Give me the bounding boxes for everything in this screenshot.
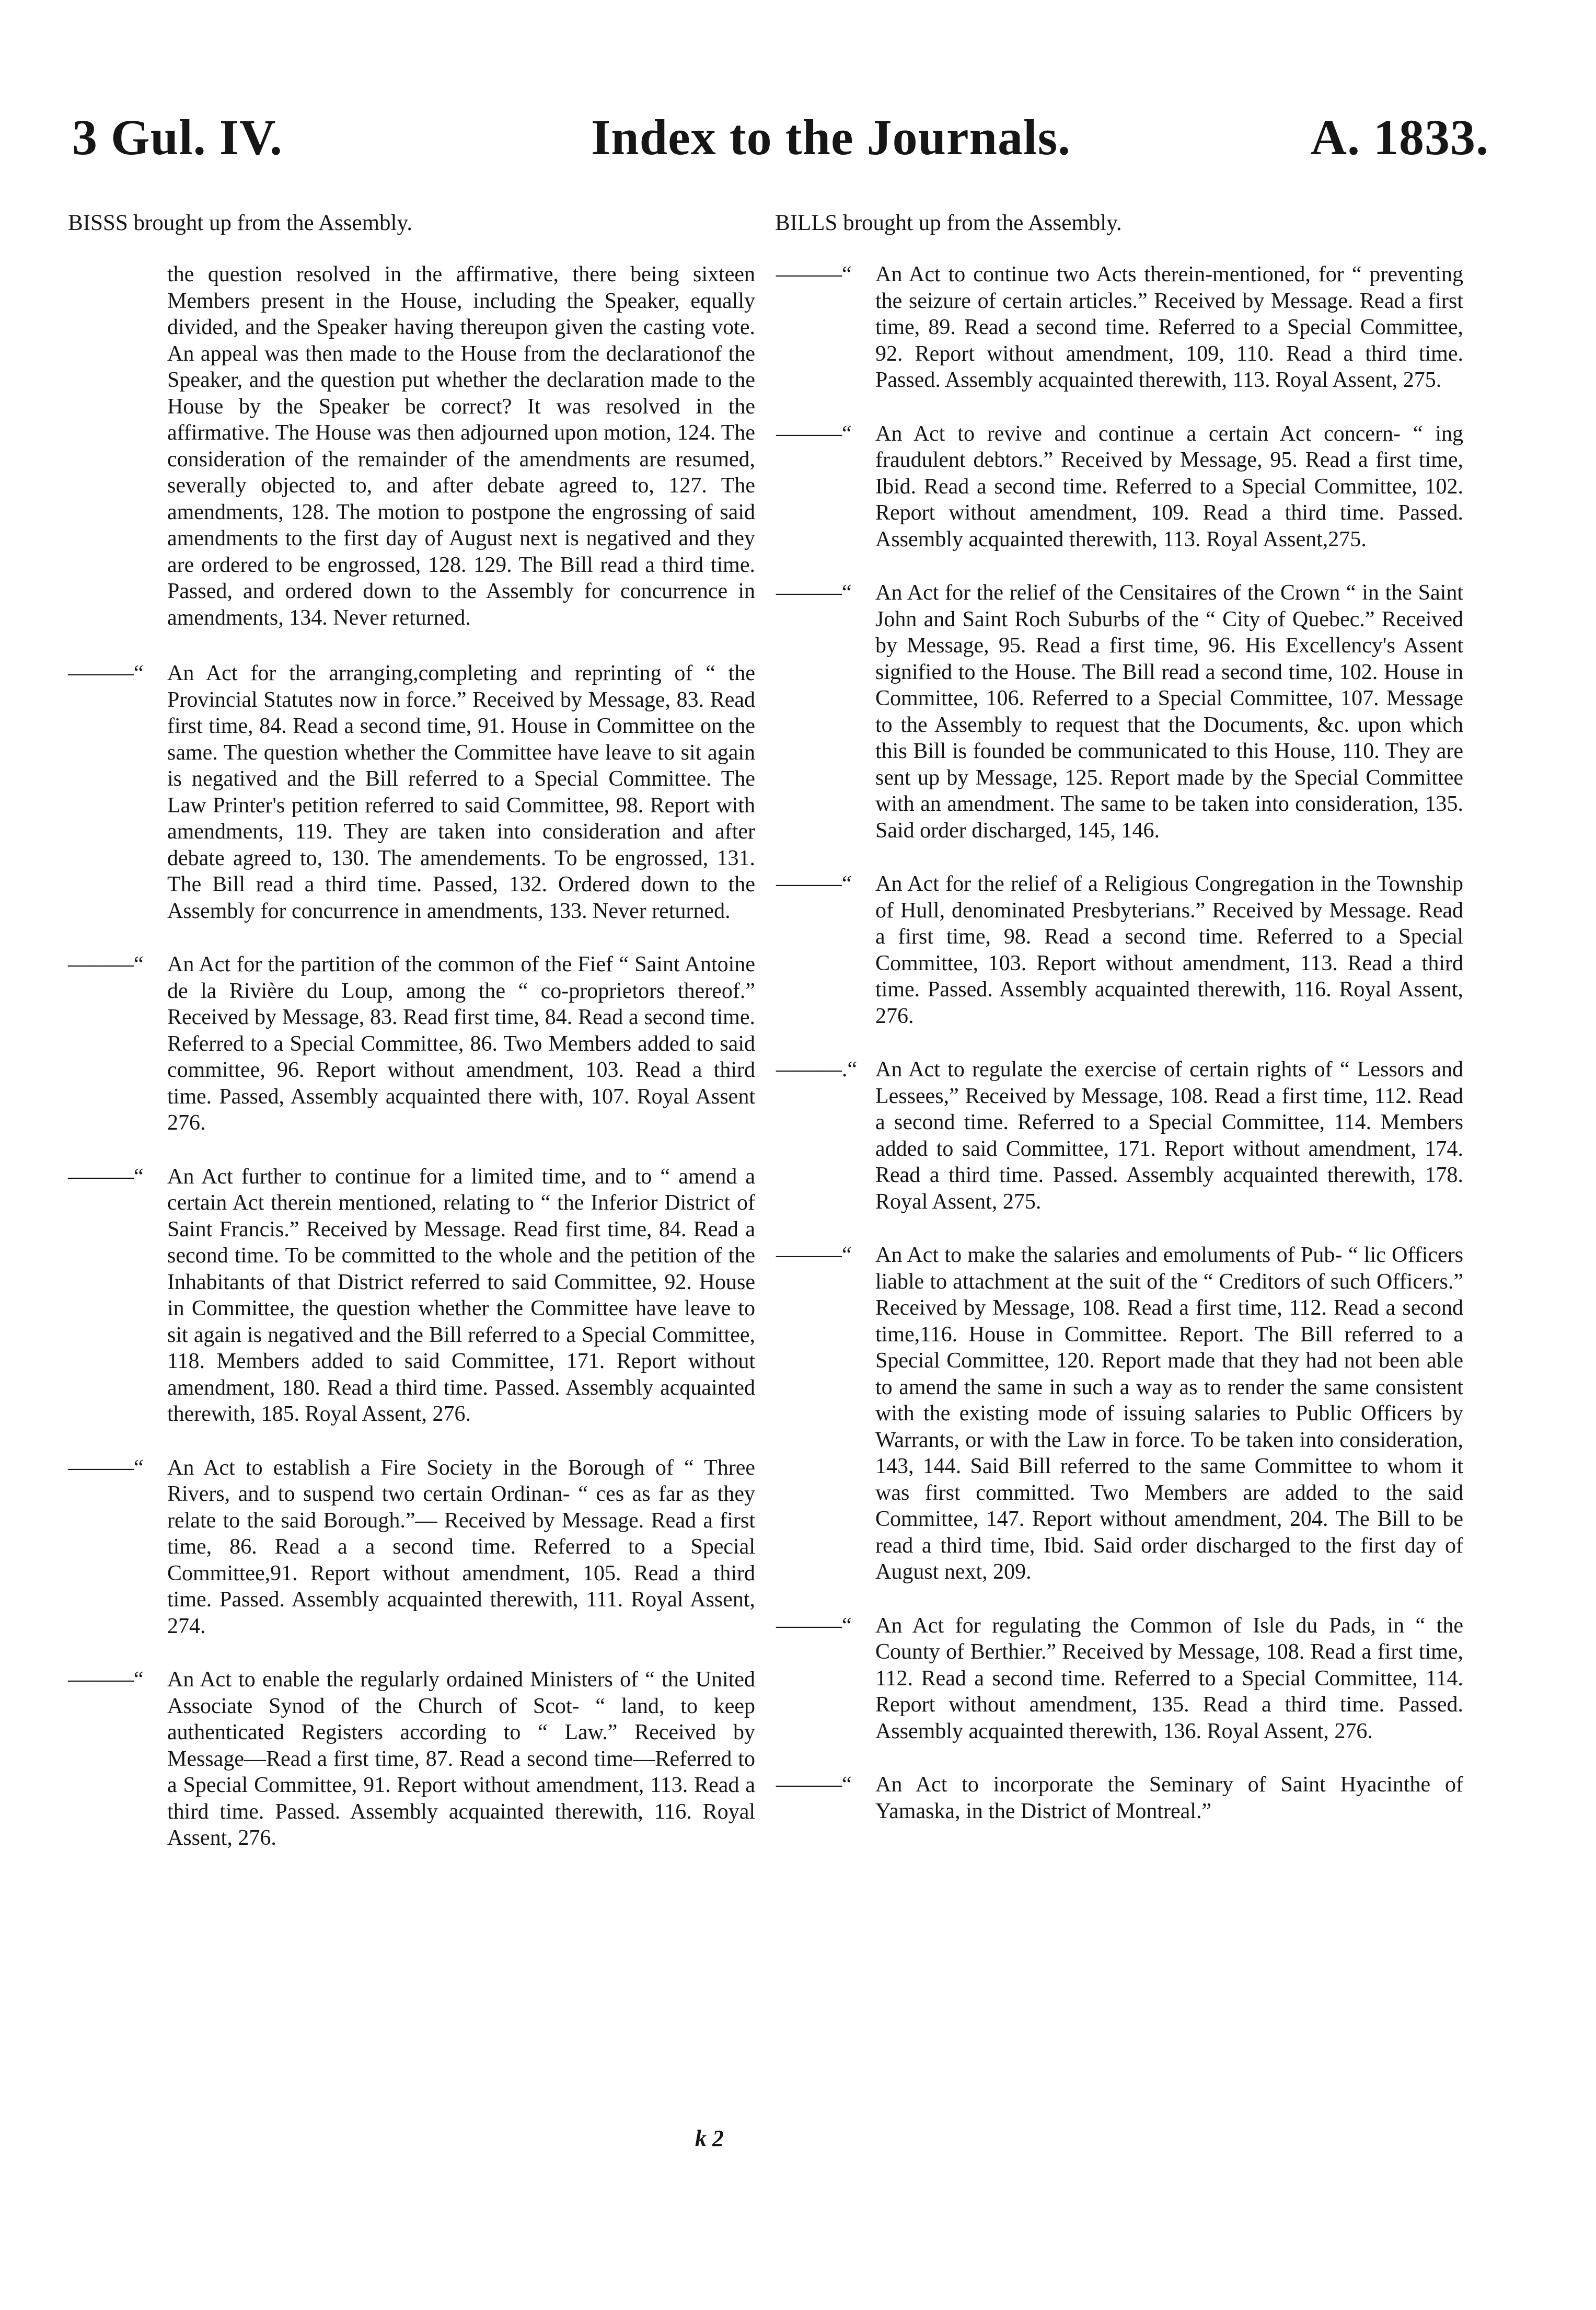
bill-entry <box>68 951 755 1136</box>
bill-entry <box>776 1056 1463 1215</box>
entry-text: An Act for regulating the Common of Isle du Pads, in “ the County of Berthier.” Received by Message, 108. Read a first time, 112. Read a second time. Referred to a Special Committee, 114. Report without amendment, 135. Read a third time. Passed. Assembly acquainted therewith, 136. Royal Assent, 276. <box>875 1613 1463 1743</box>
entry-dash: ———“ <box>776 1243 852 1267</box>
entry-text: An Act to incorporate the Seminary of Saint Hyacinthe of Yamaska, in the District of Montreal.” <box>875 1773 1463 1823</box>
right-column-heading: BILLS brought up from the Assembly. <box>775 211 1122 235</box>
entry-text: An Act to regulate the exercise of certain rights of “ Lessors and Lessees,” Received by Message, 108. Read a first time, 112. Read a second time. Referred to a Special Committee, 114. Members added to said Committee, 171. Report without amendment, 174. Read a third time. Passed. Assembly acquainted therewith, 178. Royal Assent, 275. <box>875 1058 1463 1214</box>
continued-entry <box>167 261 755 631</box>
entry-text: An Act for the arranging,completing and reprinting of “ the Provincial Statutes now in force.” Received by Message, 83. Read first time, 84. Read a second time, 91. House in Committee on the same. The question whether the Committee have leave to sit again is negatived and the Bill referred to a Special Committee. The Law Printer's petition referred to said Committee, 98. Report with amendments, 119. They are taken into consideration and after debate agreed to, 130. The amendements. To be engrossed, 131. The Bill read a third time. Passed, 132. Ordered down to the Assembly for concurrence in amendments, 133. Never returned. <box>167 661 755 923</box>
bill-entry <box>776 421 1463 553</box>
entry-text: An Act further to continue for a limited time, and to “ amend a certain Act therein mentioned, relating to “ the Inferior District of Saint Francis.” Received by Message. Read first time, 84. Read a second time. To be committed to the whole and the petition of the Inhabitants of that District referred to said Committee, 92. House in Committee, the question whether the Committee have leave to sit again is negatived and the Bill referred to a Special Committee, 118. Members added to said Committee, 171. Report without amendment, 180. Read a third time. Passed. Assembly acquainted therewith, 185. Royal Assent, 276. <box>167 1164 755 1426</box>
entry-text: An Act to continue two Acts therein-mentioned, for “ preventing the seizure of certain articles.” Received by Message. Read a first time, 89. Read a second time. Referred to a Special Committee, 92. Report without amendment, 109, 110. Read a third time. Passed. Assembly acquainted therewith, 113. Royal Assent, 275. <box>875 262 1463 392</box>
entry-dash: ———“ <box>776 1773 852 1797</box>
entry-text: the question resolved in the affirmative, there being sixteen Members present in the House, including the Speaker, equally divided, and the Speaker having thereupon given the casting vote. An appeal was then made to the House from the declarationof the Speaker, and the question put whether the declaration made to the House by the Speaker be correct? It was resolved in the affirmative. The House was then adjourned upon motion, 124. The consideration of the remainder of the amendments are resumed, severally objected to, and after debate agreed to, 127. The amendments, 128. The motion to postpone the engrossing of said amendments to the first day of August next is negatived and they are ordered to be engrossed, 128. 129. The Bill read a third time. Passed, and ordered down to the Assembly for concurrence in amendments, 134. Never returned. <box>167 262 755 630</box>
entry-dash: ———“ <box>68 1455 144 1480</box>
entry-text: An Act for the relief of the Censitaires of the Crown “ in the Saint John and Saint Roch Suburbs of the “ City of Quebec.” Received by Message, 95. Read a first time, 96. His Excellency's Assent signified to the House. The Bill read a second time, 102. House in Committee, 106. Referred to a Special Committee, 107. Message to the Assembly to request that the Documents, &c. upon which this Bill is founded be communicated to this House, 110. They are sent up by Message, 125. Report made by the Special Committee with an amendment. The same to be taken into consideration, 135. Said order discharged, 145, 146. <box>875 581 1463 843</box>
entry-dash: ———“ <box>68 952 144 976</box>
right-column <box>776 261 1463 1852</box>
entry-text: An Act to revive and continue a certain Act concern- “ ing fraudulent debtors.” Received by Message, 95. Read a first time, Ibid. Read a second time. Referred to a Special Committee, 102. Report without amendment, 109. Read a third time. Passed. Assembly acquainted therewith, 113. Royal Assent,275. <box>875 421 1463 551</box>
entry-dash: ———“ <box>776 872 852 896</box>
left-column <box>68 261 755 1879</box>
bill-entry <box>776 1242 1463 1585</box>
bill-entry <box>68 1455 755 1640</box>
signature-mark: k 2 <box>695 2125 724 2151</box>
year: A. 1833. <box>1310 109 1489 165</box>
entry-dash: ———“ <box>776 262 852 286</box>
page-title: Index to the Journals. <box>591 109 1071 165</box>
entry-text: An Act for the relief of a Religious Congregation in the Township of Hull, denominated Presbyterians.” Received by Message. Read a first time, 98. Read a second time. Referred to a Special Committee, 103. Report without amendment, 113. Read a third time. Passed. Assembly acquainted therewith, 116. Royal Assent, 276. <box>875 872 1463 1028</box>
entry-dash: ———“ <box>776 1613 852 1638</box>
entry-dash: ———.“ <box>776 1058 858 1082</box>
entry-text: An Act to establish a Fire Society in the Borough of “ Three Rivers, and to suspend two certain Ordinan- “ ces as far as they relate to the said Borough.”— Received by Message. Read a first time, 86. Read a a second time. Referred to a Special Committee,91. Report without amendment, 105. Read a third time. Passed. Assembly acquainted therewith, 111. Royal Assent, 274. <box>167 1455 755 1638</box>
entry-text: An Act for the partition of the common of the Fief “ Saint Antoine de la Rivière du Loup, among the “ co-proprietors thereof.” Received by Message, 83. Read first time, 84. Read a second time. Referred to a Special Committee, 86. Two Members added to said committee, 96. Report without amendment, 103. Read a third time. Passed, Assembly acquainted there with, 107. Royal Assent 276. <box>167 952 755 1135</box>
left-column-heading: BISSS brought up from the Assembly. <box>68 211 412 235</box>
entry-text: An Act to make the salaries and emoluments of Pub- “ lic Officers liable to attachment at the suit of the “ Creditors of such Officers.” Received by Message, 108. Read a first time, 112. Read a second time,116. House in Committee. Report. The Bill referred to a Special Committee, 120. Report made that they had not been able to amend the same in such a way as to render the same consistent with the existing mode of issuing salaries to Public Officers by Warrants, or with the Law in force. To be taken into consideration, 143, 144. Said Bill referred to the same Committee to whom it was first committed. Two Members are added to the said Committee, 147. Report without amendment, 204. The Bill to be read a third time, Ibid. Said order discharged to the first day of August next, 209. <box>875 1243 1463 1584</box>
entry-dash: ———“ <box>68 1668 144 1692</box>
bill-entry <box>776 580 1463 844</box>
entry-dash: ———“ <box>776 421 852 446</box>
entry-dash: ———“ <box>68 661 144 685</box>
bill-entry <box>68 1667 755 1852</box>
regnal-year: 3 Gul. IV. <box>72 109 283 165</box>
bill-entry <box>68 660 755 924</box>
bill-entry <box>776 1613 1463 1745</box>
entry-text: An Act to enable the regularly ordained Ministers of “ the United Associate Synod of the Church of Scot- “ land, to keep authenticated Registers according to “ Law.” Received by Message—Read a first time, 87. Read a second time—Referred to a Special Committee, 91. Report without amendment, 113. Read a third time. Passed. Assembly acquainted therewith, 116. Royal Assent, 276. <box>167 1668 755 1850</box>
bill-entry <box>776 871 1463 1029</box>
bill-entry <box>776 1772 1463 1824</box>
entry-dash: ———“ <box>776 581 852 605</box>
bill-entry <box>68 1164 755 1428</box>
bill-entry <box>776 261 1463 394</box>
entry-dash: ———“ <box>68 1164 144 1189</box>
